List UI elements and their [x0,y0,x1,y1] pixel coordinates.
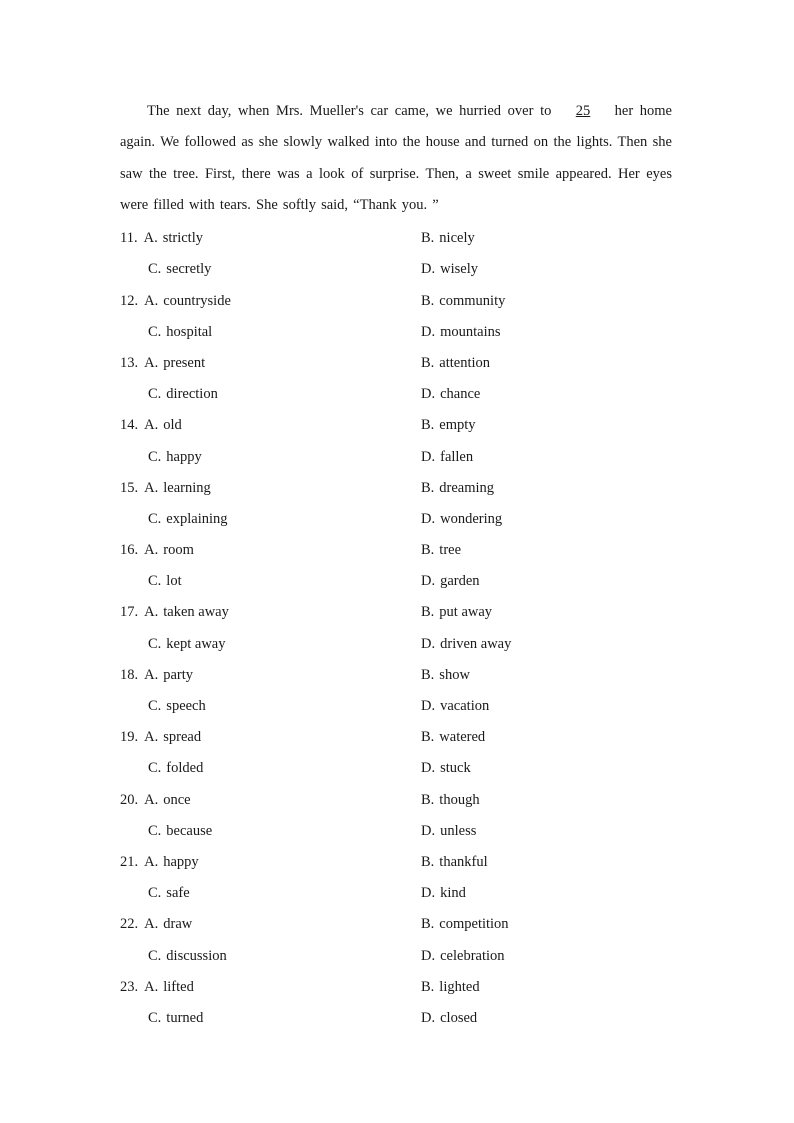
option-text: unless [440,822,477,839]
option-text: mountains [440,323,501,340]
question-row [120,847,672,878]
option-letter: B. [421,417,435,434]
option-letter: A. [143,230,158,247]
option-letter: D. [421,1009,436,1026]
option-letter: D. [421,635,436,652]
option-c [148,504,228,535]
question-row [120,909,672,940]
option-letter: D. [421,323,436,340]
option-letter: A. [144,666,159,683]
option-c [148,1003,203,1034]
question-number: 21. [120,853,139,870]
option-letter: B. [421,729,435,746]
option-letter: A. [144,479,159,496]
option-b [421,348,490,379]
option-letter: B. [421,666,435,683]
option-d [421,753,471,784]
option-text: taken away [163,604,229,621]
option-letter: A. [144,916,159,933]
option-letter: A. [144,853,159,870]
option-letter: D. [421,573,436,590]
option-c [148,254,211,285]
option-b [421,660,470,691]
option-letter: D. [421,261,436,278]
option-a [120,410,182,441]
option-letter: C. [148,573,162,590]
option-letter: A. [144,604,159,621]
option-b [421,410,476,441]
option-b [421,972,480,1003]
option-letter: D. [421,760,436,777]
option-c [148,878,190,909]
question-row [120,597,672,628]
question-row-continued [120,254,672,285]
question-row-continued [120,941,672,972]
option-text: happy [166,448,202,465]
option-text: present [163,354,206,371]
question-row [120,972,672,1003]
option-b [421,286,505,317]
option-d [421,504,502,535]
option-a [120,722,201,753]
question-row [120,286,672,317]
option-text: dreaming [439,479,495,496]
option-text: once [163,791,191,808]
question-row [120,785,672,816]
option-text: discussion [166,947,227,964]
option-letter: C. [148,1009,162,1026]
option-text: closed [440,1009,478,1026]
option-b [421,785,480,816]
option-text: explaining [166,510,228,527]
option-text: lot [166,573,182,590]
option-c [148,317,212,348]
option-text: lighted [439,978,480,995]
option-text: strictly [162,230,203,247]
question-number: 20. [120,791,139,808]
question-row [120,473,672,504]
option-text: thankful [439,853,488,870]
option-letter: C. [148,386,162,403]
question-row [120,722,672,753]
option-text: though [439,791,480,808]
option-text: because [166,822,213,839]
option-a [120,223,203,254]
option-d [421,1003,477,1034]
question-number: 18. [120,666,139,683]
option-a [120,286,231,317]
option-letter: C. [148,885,162,902]
option-letter: C. [148,448,162,465]
option-letter: A. [144,417,159,434]
option-letter: D. [421,885,436,902]
passage-blank-25: 25 [575,103,591,119]
question-row-continued [120,816,672,847]
question-row-continued [120,442,672,473]
question-number: 17. [120,604,139,621]
reading-passage [120,96,672,221]
option-text: old [163,417,182,434]
option-letter: B. [421,230,435,247]
question-row [120,223,672,254]
question-row [120,535,672,566]
passage-text-before-blank: The next day, when Mrs. Mueller's car came, we hurried over to [147,103,558,119]
option-text: countryside [163,292,231,309]
option-text: tree [439,542,462,559]
option-c [148,566,182,597]
option-text: draw [163,916,193,933]
option-text: lifted [163,978,194,995]
question-row-continued [120,504,672,535]
question-row-continued [120,878,672,909]
option-b [421,223,475,254]
option-a [120,660,193,691]
option-text: attention [439,354,491,371]
option-b [421,847,488,878]
option-text: garden [440,573,480,590]
question-row-continued [120,691,672,722]
page-content [120,96,672,1034]
option-c [148,629,225,660]
option-a [120,909,192,940]
question-row-continued [120,317,672,348]
option-letter: D. [421,947,436,964]
option-b [421,535,461,566]
option-letter: C. [148,947,162,964]
question-row-continued [120,1003,672,1034]
option-text: show [439,666,470,683]
option-letter: B. [421,791,435,808]
option-text: learning [163,479,211,496]
option-text: wondering [440,510,503,527]
question-row-continued [120,629,672,660]
question-number: 23. [120,978,139,995]
option-c [148,379,218,410]
option-letter: A. [144,791,159,808]
option-text: chance [440,386,481,403]
option-c [148,442,202,473]
option-letter: C. [148,510,162,527]
option-text: competition [439,916,509,933]
option-text: empty [439,417,476,434]
question-number: 14. [120,417,139,434]
option-text: put away [439,604,493,621]
question-number: 11. [120,230,138,247]
option-text: party [163,666,194,683]
option-a [120,535,194,566]
option-b [421,722,485,753]
option-text: folded [166,760,204,777]
option-text: happy [163,853,199,870]
option-a [120,473,211,504]
option-text: safe [166,885,190,902]
option-d [421,566,480,597]
option-a [120,348,205,379]
option-letter: A. [144,292,159,309]
option-a [120,785,191,816]
option-letter: A. [144,978,159,995]
option-b [421,597,492,628]
option-c [148,941,227,972]
option-letter: C. [148,760,162,777]
option-text: secretly [166,261,212,278]
option-letter: A. [144,729,159,746]
option-d [421,629,511,660]
question-number: 12. [120,292,139,309]
option-text: room [163,542,194,559]
option-c [148,691,206,722]
option-letter: C. [148,323,162,340]
question-row-continued [120,566,672,597]
option-text: kept away [166,635,226,652]
option-b [421,909,509,940]
question-number: 13. [120,354,139,371]
option-letter: D. [421,510,436,527]
option-letter: D. [421,386,436,403]
question-row [120,410,672,441]
question-row-continued [120,753,672,784]
option-a [120,597,229,628]
question-number: 15. [120,479,139,496]
option-letter: C. [148,822,162,839]
question-number: 22. [120,916,139,933]
question-number: 16. [120,542,139,559]
option-d [421,442,473,473]
option-letter: B. [421,978,435,995]
option-letter: B. [421,479,435,496]
option-letter: B. [421,916,435,933]
option-text: turned [166,1009,204,1026]
option-text: spread [163,729,202,746]
option-text: celebration [440,947,505,964]
option-letter: B. [421,853,435,870]
option-d [421,254,478,285]
option-letter: B. [421,292,435,309]
option-letter: C. [148,635,162,652]
option-letter: D. [421,698,436,714]
option-c [148,753,203,784]
option-text: fallen [440,448,474,465]
option-letter: B. [421,354,435,371]
option-d [421,941,505,972]
option-letter: C. [148,261,162,278]
passage-text-after-blank: her home again. We followed as she slowly walked into the house and turned on the lights. Then she saw the tree. First, there was a look of surprise. Then, a sweet smile appeared. Her eyes were filled with tears. She softly said, “Thank you. ” [120,103,672,213]
question-number: 19. [120,729,139,746]
option-text: kind [440,885,466,902]
option-d [421,878,466,909]
option-d [421,317,501,348]
option-letter: D. [421,822,436,839]
option-letter: B. [421,604,435,621]
option-letter: C. [148,698,162,714]
option-letter: D. [421,448,436,465]
option-c [148,816,212,847]
option-a [120,972,194,1003]
question-row [120,660,672,691]
option-text: hospital [166,323,213,340]
option-text: watered [439,729,486,746]
option-text: nicely [439,230,475,247]
question-row [120,348,672,379]
question-row-continued [120,379,672,410]
question-list [120,223,672,1034]
option-d [421,816,476,847]
option-text: direction [166,386,218,403]
option-letter: A. [144,354,159,371]
option-text: stuck [440,760,471,777]
option-text: speech [166,698,206,714]
option-letter: A. [144,542,159,559]
option-d [421,691,489,722]
option-text: wisely [440,261,478,278]
option-a [120,847,199,878]
option-text: driven away [440,635,512,652]
option-b [421,473,494,504]
option-d [421,379,480,410]
option-text: vacation [440,698,490,714]
option-text: community [439,292,506,309]
option-letter: B. [421,542,435,559]
